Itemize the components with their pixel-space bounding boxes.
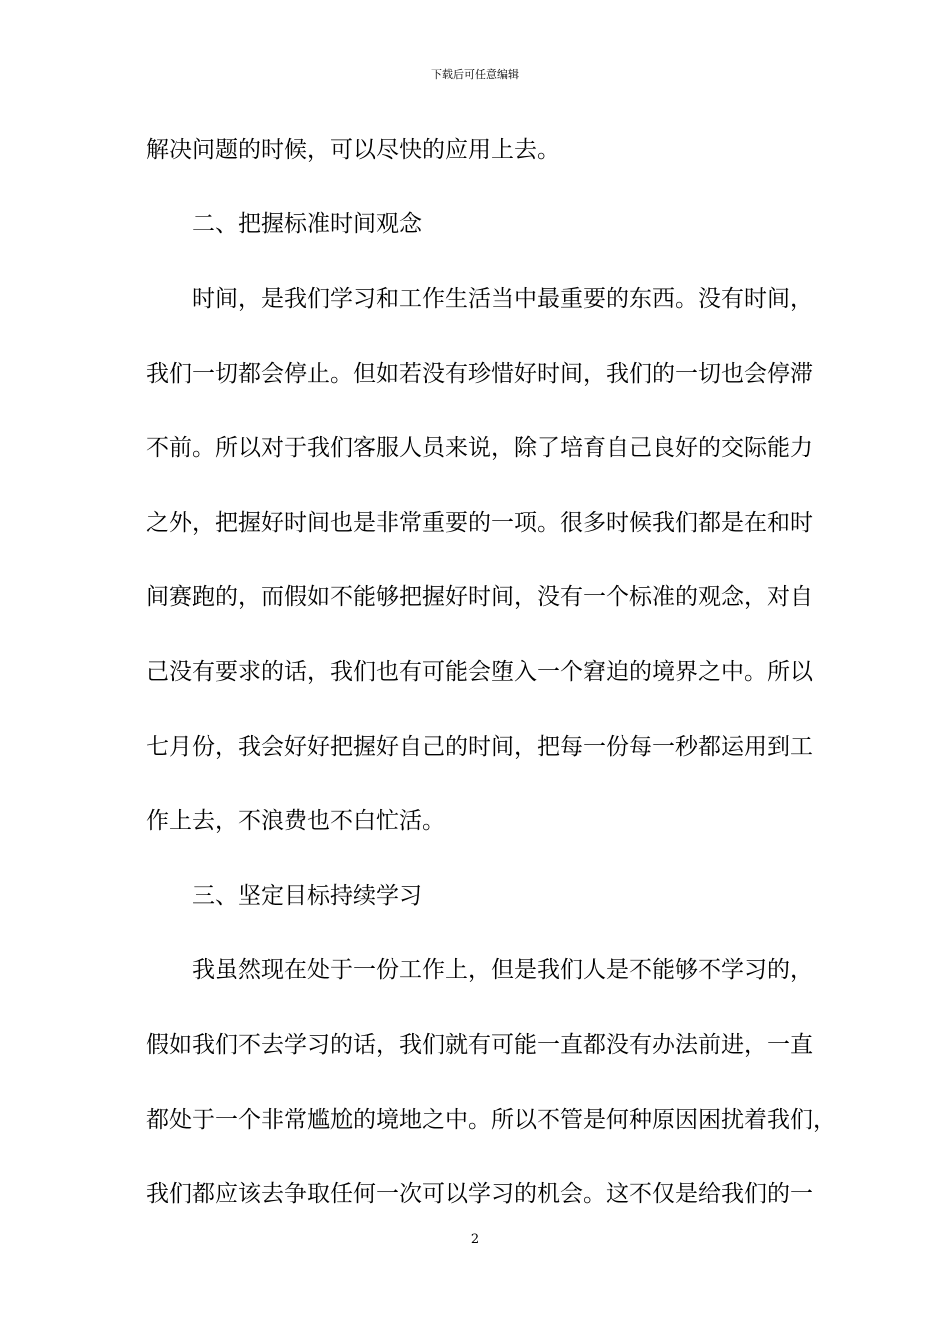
body-line: 之外，把握好时间也是非常重要的一项。很多时候我们都是在和时	[146, 510, 813, 536]
body-line: 都处于一个非常尴尬的境地之中。所以不管是何种原因困扰着我们，	[146, 1107, 836, 1133]
body-line: 假如我们不去学习的话，我们就有可能一直都没有办法前进，一直	[146, 1032, 813, 1058]
body-line: 不前。所以对于我们客服人员来说，除了培育自己良好的交际能力	[146, 435, 813, 461]
body-line: 作上去，不浪费也不白忙活。	[146, 808, 445, 834]
body-line: 我们一切都会停止。但如若没有珍惜好时间，我们的一切也会停滞	[146, 361, 813, 387]
body-line: 七月份，我会好好把握好自己的时间，把每一份每一秒都运用到工	[146, 734, 813, 760]
section-heading: 三、坚定目标持续学习	[192, 883, 422, 909]
body-line: 解决问题的时候，可以尽快的应用上去。	[146, 137, 560, 163]
body-line: 我们都应该去争取任何一次可以学习的机会。这不仅是给我们的一	[146, 1181, 813, 1207]
body-line: 己没有要求的话，我们也有可能会堕入一个窘迫的境界之中。所以	[146, 659, 813, 685]
paragraph-line: 我虽然现在处于一份工作上，但是我们人是不能够不学习的，	[192, 957, 813, 983]
body-line: 间赛跑的，而假如不能够把握好时间，没有一个标准的观念，对自	[146, 584, 813, 610]
page-header: 下载后可任意编辑	[431, 68, 519, 81]
section-heading: 二、把握标准时间观念	[192, 211, 422, 237]
paragraph-line: 时间，是我们学习和工作生活当中最重要的东西。没有时间，	[192, 286, 813, 312]
page-number: 2	[470, 1232, 480, 1247]
